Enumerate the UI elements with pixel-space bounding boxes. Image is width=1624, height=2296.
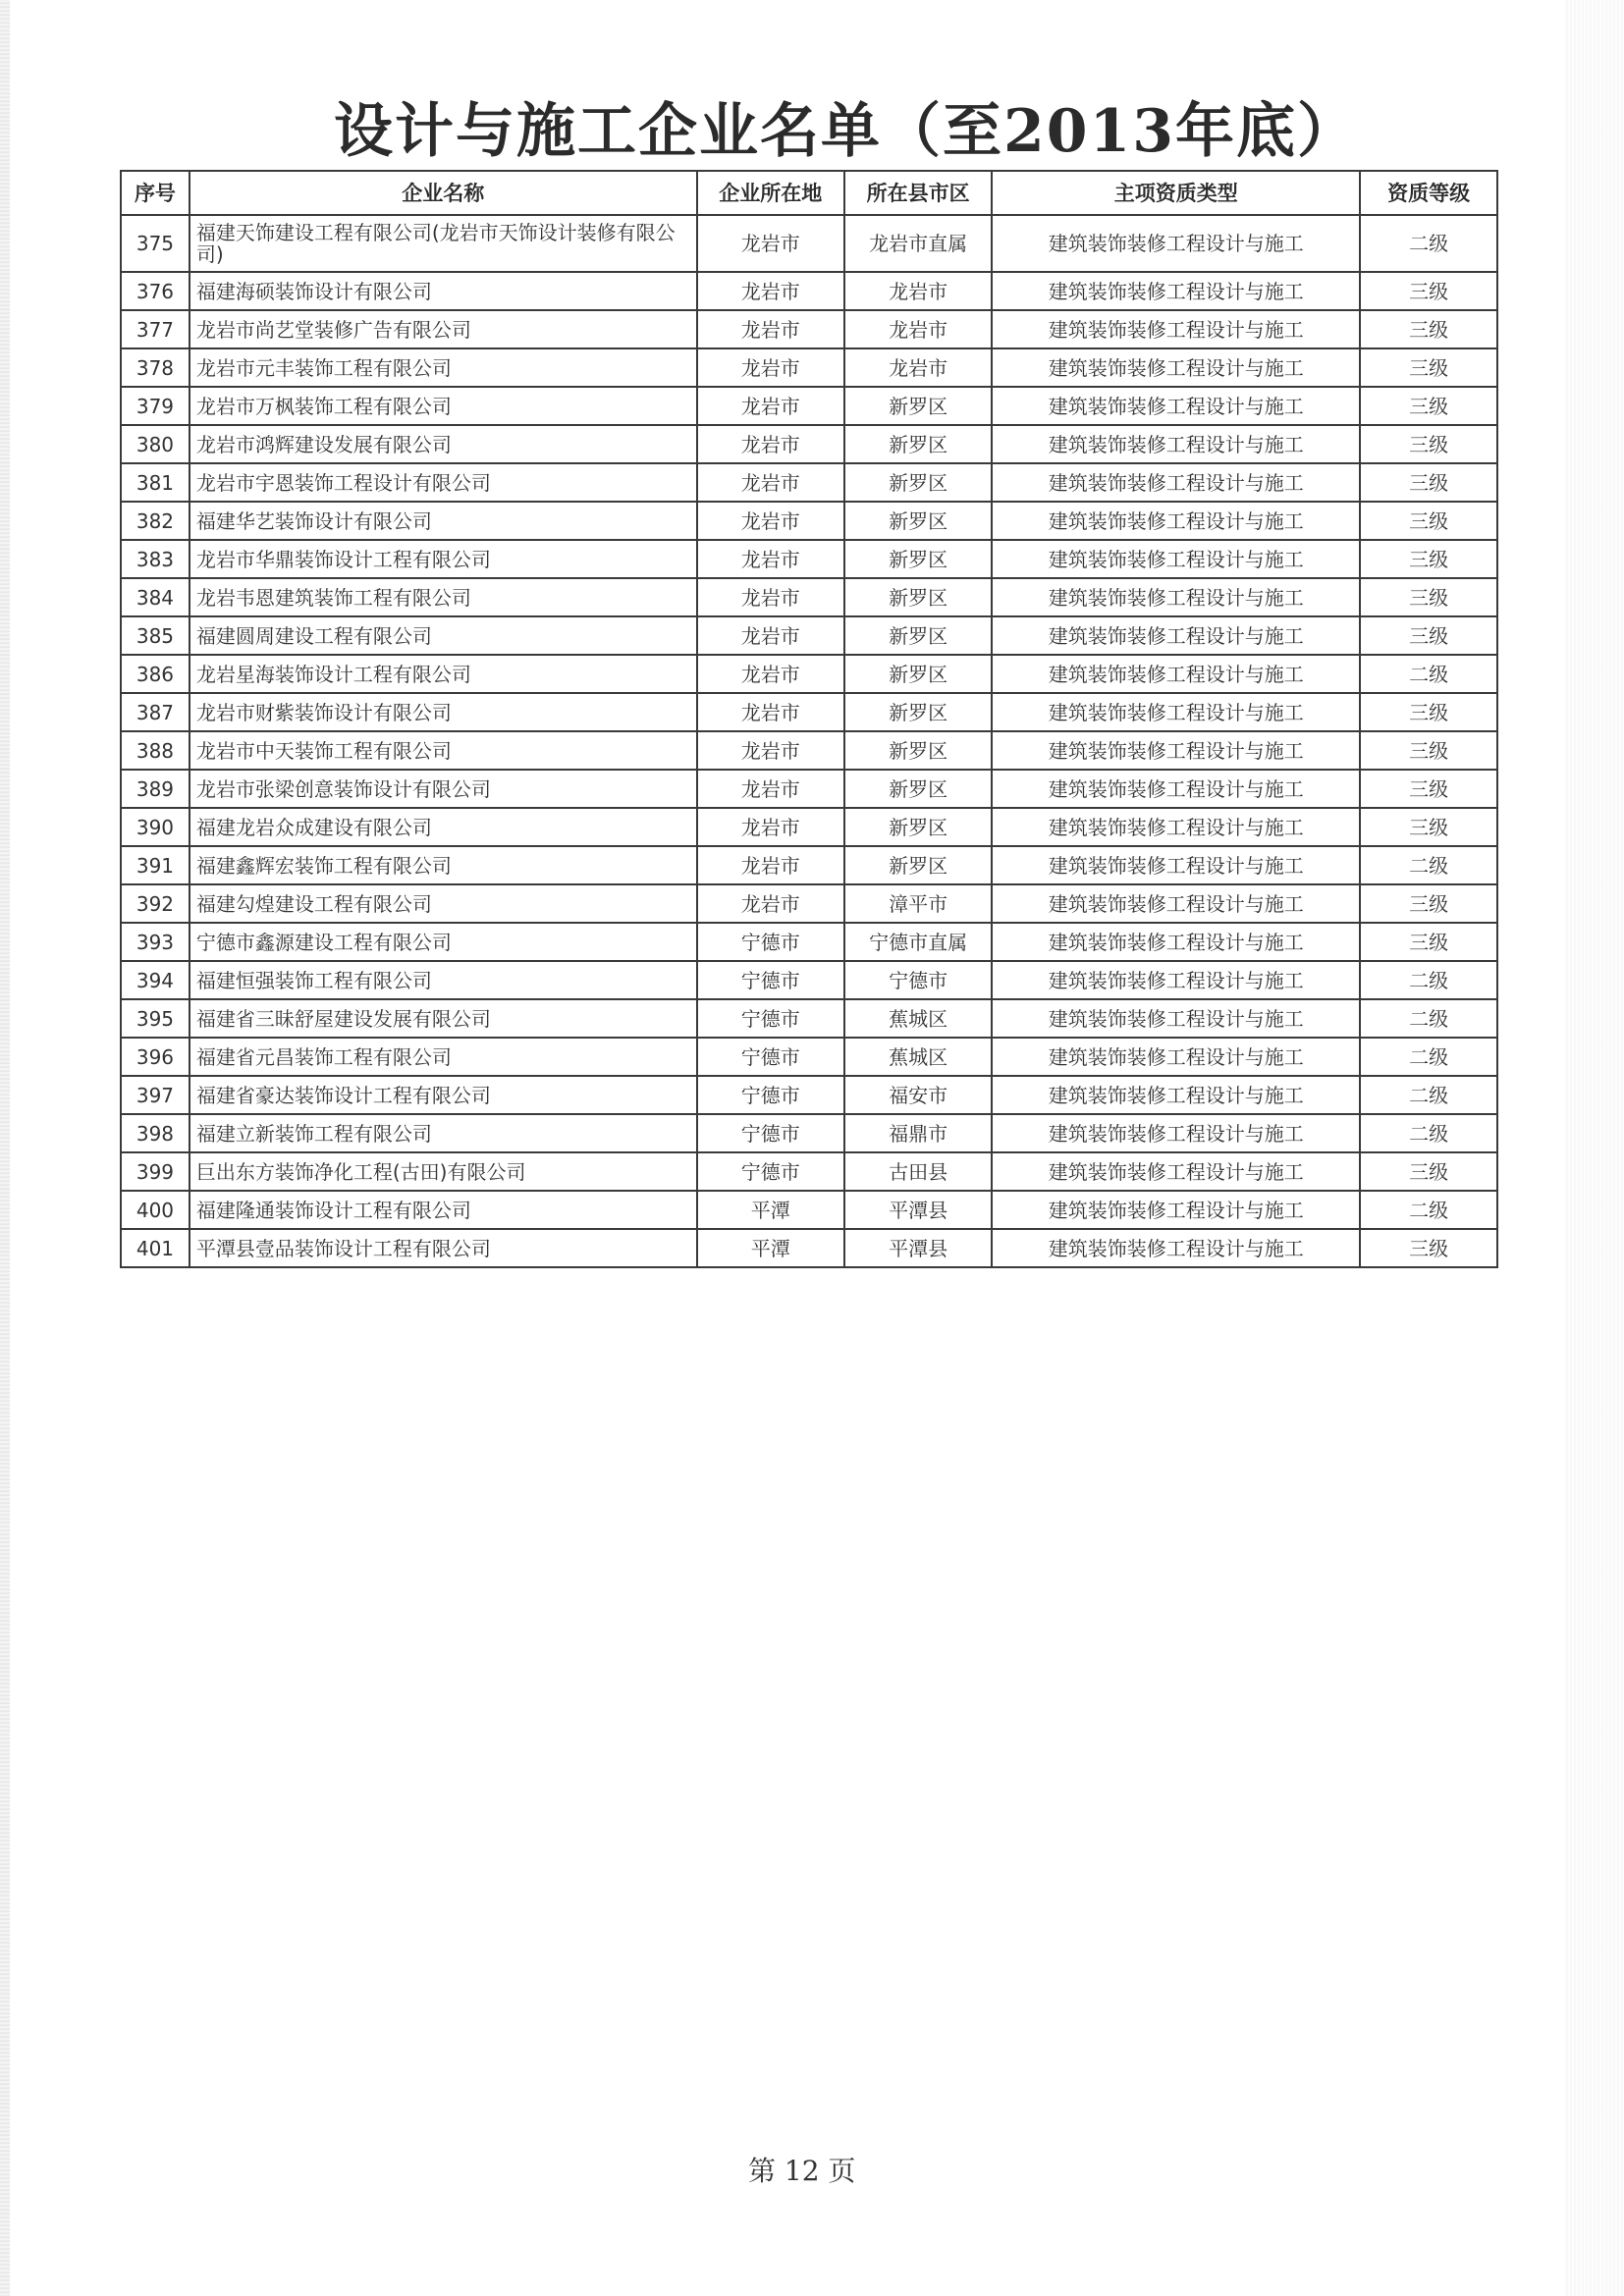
cell-company-name: 福建龙岩众成建设有限公司	[189, 808, 697, 846]
cell-seq: 398	[121, 1114, 189, 1152]
cell-qualification-type: 建筑装饰装修工程设计与施工	[992, 884, 1360, 923]
table-body	[121, 215, 1497, 1267]
table-row	[121, 846, 1497, 884]
cell-qualification-type: 建筑装饰装修工程设计与施工	[992, 1038, 1360, 1076]
cell-location: 宁德市	[697, 1152, 844, 1191]
company-table-container	[120, 170, 1498, 1268]
cell-location: 龙岩市	[697, 731, 844, 770]
scan-edge-right	[1565, 0, 1624, 2296]
cell-county: 龙岩市	[844, 348, 992, 387]
cell-qualification-grade: 三级	[1360, 425, 1497, 463]
table-row	[121, 348, 1497, 387]
cell-location: 平潭	[697, 1191, 844, 1229]
table-row	[121, 961, 1497, 999]
cell-seq: 388	[121, 731, 189, 770]
cell-seq: 377	[121, 310, 189, 348]
table-row	[121, 731, 1497, 770]
table-row	[121, 1038, 1497, 1076]
cell-seq: 391	[121, 846, 189, 884]
cell-seq: 396	[121, 1038, 189, 1076]
cell-location: 宁德市	[697, 961, 844, 999]
cell-seq: 379	[121, 387, 189, 425]
cell-company-name: 宁德市鑫源建设工程有限公司	[189, 923, 697, 961]
table-row	[121, 215, 1497, 272]
cell-seq: 399	[121, 1152, 189, 1191]
cell-county: 福鼎市	[844, 1114, 992, 1152]
cell-location: 龙岩市	[697, 770, 844, 808]
cell-qualification-type: 建筑装饰装修工程设计与施工	[992, 808, 1360, 846]
cell-company-name: 龙岩市华鼎装饰设计工程有限公司	[189, 540, 697, 578]
table-row	[121, 425, 1497, 463]
cell-location: 宁德市	[697, 999, 844, 1038]
cell-seq: 378	[121, 348, 189, 387]
cell-location: 龙岩市	[697, 425, 844, 463]
cell-company-name: 龙岩市元丰装饰工程有限公司	[189, 348, 697, 387]
cell-company-name: 福建勾煌建设工程有限公司	[189, 884, 697, 923]
cell-qualification-type: 建筑装饰装修工程设计与施工	[992, 215, 1360, 272]
cell-qualification-type: 建筑装饰装修工程设计与施工	[992, 272, 1360, 310]
cell-location: 平潭	[697, 1229, 844, 1267]
cell-location: 龙岩市	[697, 502, 844, 540]
cell-seq: 381	[121, 463, 189, 502]
cell-county: 龙岩市	[844, 272, 992, 310]
cell-location: 龙岩市	[697, 693, 844, 731]
cell-company-name: 龙岩市财紫装饰设计有限公司	[189, 693, 697, 731]
table-row	[121, 884, 1497, 923]
cell-qualification-grade: 三级	[1360, 923, 1497, 961]
cell-county: 新罗区	[844, 387, 992, 425]
cell-qualification-type: 建筑装饰装修工程设计与施工	[992, 1152, 1360, 1191]
cell-qualification-type: 建筑装饰装修工程设计与施工	[992, 1229, 1360, 1267]
cell-company-name: 福建省三昧舒屋建设发展有限公司	[189, 999, 697, 1038]
cell-county: 新罗区	[844, 578, 992, 616]
cell-location: 龙岩市	[697, 463, 844, 502]
cell-qualification-type: 建筑装饰装修工程设计与施工	[992, 923, 1360, 961]
cell-qualification-grade: 三级	[1360, 770, 1497, 808]
cell-county: 新罗区	[844, 463, 992, 502]
cell-qualification-type: 建筑装饰装修工程设计与施工	[992, 1076, 1360, 1114]
table-row	[121, 693, 1497, 731]
cell-qualification-type: 建筑装饰装修工程设计与施工	[992, 387, 1360, 425]
cell-qualification-grade: 三级	[1360, 348, 1497, 387]
cell-county: 新罗区	[844, 693, 992, 731]
cell-location: 宁德市	[697, 1114, 844, 1152]
cell-seq: 400	[121, 1191, 189, 1229]
cell-qualification-type: 建筑装饰装修工程设计与施工	[992, 578, 1360, 616]
cell-county: 漳平市	[844, 884, 992, 923]
table-row	[121, 616, 1497, 655]
cell-qualification-type: 建筑装饰装修工程设计与施工	[992, 463, 1360, 502]
cell-seq: 395	[121, 999, 189, 1038]
header-location: 企业所在地	[697, 171, 844, 215]
table-row	[121, 808, 1497, 846]
cell-seq: 392	[121, 884, 189, 923]
scan-edge-left	[0, 0, 10, 2296]
header-company-name: 企业名称	[189, 171, 697, 215]
header-qualification-grade: 资质等级	[1360, 171, 1497, 215]
cell-qualification-grade: 二级	[1360, 846, 1497, 884]
cell-company-name: 福建海硕装饰设计有限公司	[189, 272, 697, 310]
cell-location: 龙岩市	[697, 387, 844, 425]
header-county: 所在县市区	[844, 171, 992, 215]
cell-location: 龙岩市	[697, 310, 844, 348]
table-row	[121, 272, 1497, 310]
cell-seq: 376	[121, 272, 189, 310]
cell-company-name: 福建圆周建设工程有限公司	[189, 616, 697, 655]
cell-county: 新罗区	[844, 731, 992, 770]
cell-company-name: 福建省元昌装饰工程有限公司	[189, 1038, 697, 1076]
cell-qualification-grade: 三级	[1360, 502, 1497, 540]
cell-company-name: 福建立新装饰工程有限公司	[189, 1114, 697, 1152]
cell-qualification-type: 建筑装饰装修工程设计与施工	[992, 540, 1360, 578]
cell-county: 新罗区	[844, 425, 992, 463]
table-row	[121, 578, 1497, 616]
cell-qualification-type: 建筑装饰装修工程设计与施工	[992, 1191, 1360, 1229]
cell-location: 龙岩市	[697, 846, 844, 884]
cell-company-name: 福建天饰建设工程有限公司(龙岩市天饰设计装修有限公司)	[189, 215, 697, 272]
cell-county: 福安市	[844, 1076, 992, 1114]
cell-seq: 387	[121, 693, 189, 731]
cell-location: 龙岩市	[697, 348, 844, 387]
cell-qualification-type: 建筑装饰装修工程设计与施工	[992, 655, 1360, 693]
cell-seq: 383	[121, 540, 189, 578]
cell-location: 宁德市	[697, 1038, 844, 1076]
cell-county: 龙岩市直属	[844, 215, 992, 272]
page-number: 第 12 页	[748, 2155, 856, 2187]
cell-location: 龙岩市	[697, 272, 844, 310]
cell-qualification-type: 建筑装饰装修工程设计与施工	[992, 1114, 1360, 1152]
table-row	[121, 770, 1497, 808]
cell-county: 新罗区	[844, 846, 992, 884]
cell-location: 龙岩市	[697, 540, 844, 578]
table-row	[121, 387, 1497, 425]
cell-qualification-type: 建筑装饰装修工程设计与施工	[992, 693, 1360, 731]
table-row	[121, 1114, 1497, 1152]
cell-qualification-type: 建筑装饰装修工程设计与施工	[992, 731, 1360, 770]
cell-location: 宁德市	[697, 1076, 844, 1114]
cell-qualification-type: 建筑装饰装修工程设计与施工	[992, 502, 1360, 540]
cell-qualification-grade: 二级	[1360, 999, 1497, 1038]
cell-county: 平潭县	[844, 1229, 992, 1267]
cell-location: 龙岩市	[697, 578, 844, 616]
cell-qualification-grade: 三级	[1360, 1152, 1497, 1191]
cell-company-name: 龙岩市宇恩装饰工程设计有限公司	[189, 463, 697, 502]
cell-company-name: 福建省豪达装饰设计工程有限公司	[189, 1076, 697, 1114]
table-row	[121, 923, 1497, 961]
cell-location: 龙岩市	[697, 616, 844, 655]
cell-seq: 386	[121, 655, 189, 693]
cell-location: 龙岩市	[697, 215, 844, 272]
cell-company-name: 龙岩市鸿辉建设发展有限公司	[189, 425, 697, 463]
cell-qualification-type: 建筑装饰装修工程设计与施工	[992, 961, 1360, 999]
cell-qualification-grade: 三级	[1360, 1229, 1497, 1267]
cell-qualification-grade: 三级	[1360, 387, 1497, 425]
table-row	[121, 1076, 1497, 1114]
cell-county: 宁德市	[844, 961, 992, 999]
cell-county: 新罗区	[844, 502, 992, 540]
cell-seq: 384	[121, 578, 189, 616]
cell-qualification-type: 建筑装饰装修工程设计与施工	[992, 999, 1360, 1038]
cell-seq: 397	[121, 1076, 189, 1114]
cell-company-name: 巨出东方装饰净化工程(古田)有限公司	[189, 1152, 697, 1191]
cell-company-name: 平潭县壹品装饰设计工程有限公司	[189, 1229, 697, 1267]
cell-qualification-grade: 三级	[1360, 808, 1497, 846]
cell-qualification-grade: 三级	[1360, 310, 1497, 348]
cell-qualification-grade: 三级	[1360, 731, 1497, 770]
cell-qualification-type: 建筑装饰装修工程设计与施工	[992, 616, 1360, 655]
cell-company-name: 龙岩星海装饰设计工程有限公司	[189, 655, 697, 693]
cell-seq: 401	[121, 1229, 189, 1267]
cell-county: 蕉城区	[844, 1038, 992, 1076]
company-table	[120, 170, 1498, 1268]
cell-qualification-grade: 二级	[1360, 1191, 1497, 1229]
cell-location: 龙岩市	[697, 808, 844, 846]
cell-company-name: 龙岩韦恩建筑装饰工程有限公司	[189, 578, 697, 616]
cell-county: 新罗区	[844, 540, 992, 578]
table-row	[121, 463, 1497, 502]
cell-qualification-type: 建筑装饰装修工程设计与施工	[992, 846, 1360, 884]
cell-county: 古田县	[844, 1152, 992, 1191]
cell-county: 新罗区	[844, 808, 992, 846]
table-row	[121, 1152, 1497, 1191]
cell-company-name: 龙岩市万枫装饰工程有限公司	[189, 387, 697, 425]
cell-qualification-grade: 三级	[1360, 693, 1497, 731]
cell-company-name: 福建华艺装饰设计有限公司	[189, 502, 697, 540]
cell-seq: 385	[121, 616, 189, 655]
table-row	[121, 1229, 1497, 1267]
cell-county: 新罗区	[844, 655, 992, 693]
cell-qualification-grade: 三级	[1360, 463, 1497, 502]
cell-county: 新罗区	[844, 770, 992, 808]
cell-qualification-grade: 三级	[1360, 272, 1497, 310]
page-title: 设计与施工企业名单（至2013年底）	[334, 97, 1358, 166]
cell-location: 龙岩市	[697, 655, 844, 693]
cell-county: 平潭县	[844, 1191, 992, 1229]
cell-company-name: 龙岩市张梁创意装饰设计有限公司	[189, 770, 697, 808]
cell-county: 蕉城区	[844, 999, 992, 1038]
table-row	[121, 540, 1497, 578]
cell-qualification-grade: 三级	[1360, 884, 1497, 923]
cell-qualification-grade: 二级	[1360, 1076, 1497, 1114]
cell-qualification-grade: 三级	[1360, 540, 1497, 578]
cell-county: 新罗区	[844, 616, 992, 655]
table-row	[121, 1191, 1497, 1229]
cell-company-name: 龙岩市中天装饰工程有限公司	[189, 731, 697, 770]
cell-qualification-type: 建筑装饰装修工程设计与施工	[992, 348, 1360, 387]
cell-seq: 382	[121, 502, 189, 540]
cell-qualification-grade: 二级	[1360, 961, 1497, 999]
cell-qualification-grade: 三级	[1360, 616, 1497, 655]
table-header-row	[121, 171, 1497, 215]
cell-seq: 390	[121, 808, 189, 846]
cell-company-name: 福建恒强装饰工程有限公司	[189, 961, 697, 999]
cell-seq: 393	[121, 923, 189, 961]
table-row	[121, 502, 1497, 540]
cell-seq: 375	[121, 215, 189, 272]
cell-county: 龙岩市	[844, 310, 992, 348]
table-row	[121, 310, 1497, 348]
cell-qualification-grade: 二级	[1360, 1114, 1497, 1152]
cell-company-name: 福建隆通装饰设计工程有限公司	[189, 1191, 697, 1229]
cell-qualification-grade: 三级	[1360, 578, 1497, 616]
table-row	[121, 999, 1497, 1038]
cell-qualification-type: 建筑装饰装修工程设计与施工	[992, 425, 1360, 463]
cell-seq: 394	[121, 961, 189, 999]
cell-company-name: 龙岩市尚艺堂装修广告有限公司	[189, 310, 697, 348]
header-seq: 序号	[121, 171, 189, 215]
cell-qualification-type: 建筑装饰装修工程设计与施工	[992, 310, 1360, 348]
cell-qualification-grade: 二级	[1360, 1038, 1497, 1076]
cell-county: 宁德市直属	[844, 923, 992, 961]
header-qualification-type: 主项资质类型	[992, 171, 1360, 215]
table-row	[121, 655, 1497, 693]
cell-location: 宁德市	[697, 923, 844, 961]
cell-seq: 389	[121, 770, 189, 808]
cell-seq: 380	[121, 425, 189, 463]
cell-qualification-grade: 二级	[1360, 655, 1497, 693]
cell-company-name: 福建鑫辉宏装饰工程有限公司	[189, 846, 697, 884]
cell-location: 龙岩市	[697, 884, 844, 923]
cell-qualification-grade: 二级	[1360, 215, 1497, 272]
cell-qualification-type: 建筑装饰装修工程设计与施工	[992, 770, 1360, 808]
